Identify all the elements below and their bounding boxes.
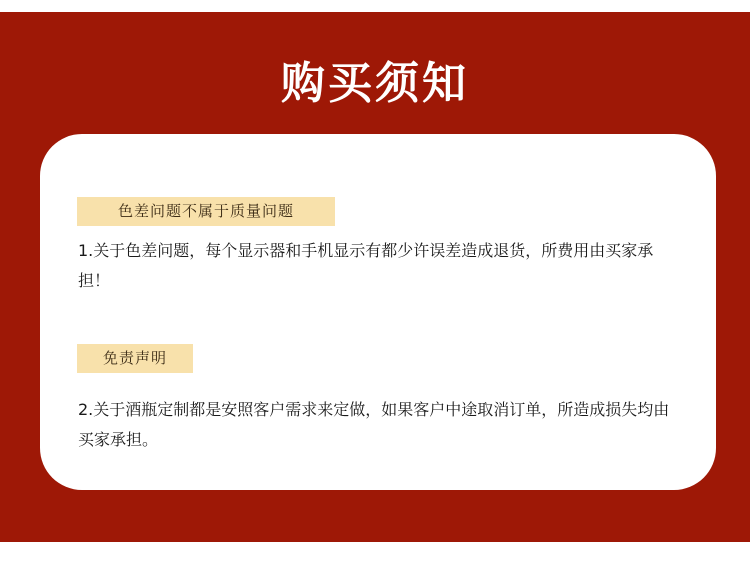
section-text-disclaimer: 2.关于酒瓶定制都是安照客户需求来定做，如果客户中途取消订单，所造成损失均由买家承担。 <box>78 400 670 449</box>
section-tag-color-difference: 色差问题不属于质量问题 <box>77 197 335 226</box>
section-tag-disclaimer: 免责声明 <box>77 344 193 373</box>
notice-banner <box>0 12 750 542</box>
section-text-color-difference: 1.关于色差问题，每个显示器和手机显示有都少许误差造成退货，所费用由买家承担！ <box>78 241 654 290</box>
page-title: 购买须知 <box>281 58 469 109</box>
notice-card <box>40 134 716 490</box>
